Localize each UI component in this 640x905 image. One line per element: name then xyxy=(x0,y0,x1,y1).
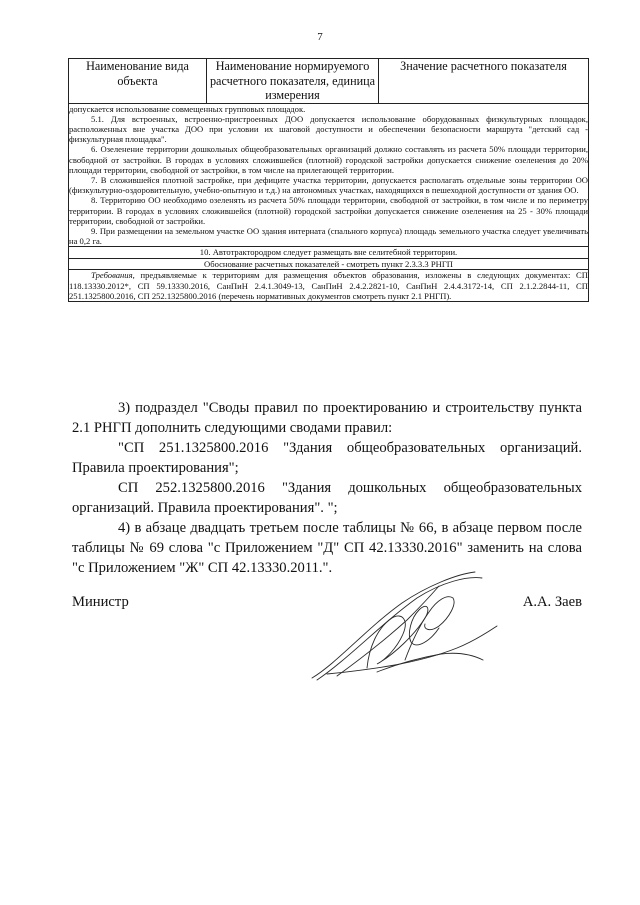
paragraph-7: 7. В сложившейся плотной застройке, при дефиците участка территории, допускается располагать отдельные зоны территории ОО (физкультурно-оздоровительную, учебно-опытную и т.д.) на автономных участках, находящихся в пешеходной доступности от здания ОО. xyxy=(69,174,588,196)
table-body-row xyxy=(69,103,589,247)
signature-block xyxy=(72,594,582,684)
paragraph-8: 8. Территорию ОО необходимо озеленять из расчета 50% площади территории, свободной от застройки, в том числе и по периметру территории. В городах в условиях сложившейся (плотной) городской застройки допускается снижение озеленения на 25 - 30% площади территории, свободной от застройки. xyxy=(69,195,588,226)
table-row-justification xyxy=(69,258,589,270)
header-indicator-name: Наименование нормируемого расчетного показателя, единица измерения xyxy=(207,59,379,104)
requirements-cell xyxy=(69,270,589,302)
requirements-text: , предъявляемые к территориям для размещения объектов образования, изложены в следующих документах: СП 118.13330.2012*, СП 59.13330.2016, СанПиН 2.4.1.3049-13, СанПиН 2.4.2.2821-10, СанПиН 2.4.4.3172-14, СП 2.1.2.2844-11, СП 251.1325800.2016, СП 252.1325800.2016 (перечень нормативных документов смотреть пункт 2.1 РНГП). xyxy=(69,270,588,301)
minister-title: Министр xyxy=(72,594,129,610)
justification-text: Обоснование расчетных показателей - смотреть пункт 2.3.3.3 РНГП xyxy=(69,258,589,270)
paragraph-9: 9. При размещении на земельном участке ОО здания интерната (спального корпуса) площадь земельного участка следует увеличивать на 0,2 га. xyxy=(69,225,588,247)
continued-text: допускается использование совмещенных групповых площадок. xyxy=(69,103,306,114)
minister-name: А.А. Заев xyxy=(522,594,582,610)
handwritten-signature-icon xyxy=(307,568,507,688)
header-indicator-value: Значение расчетного показателя xyxy=(379,59,589,104)
amendment-item-4: 4) в абзаце двадцать третьем после таблицы № 66, в абзаце первом после таблицы № 69 слова "с Приложением "Д" СП 42.13330.2016" заменить на слова "с Приложением "Ж" СП 42.13330.2011.". xyxy=(72,520,582,576)
amendment-item-3: 3) подраздел "Своды правил по проектированию и строительству пункта 2.1 РНГП дополнить следующими сводами правил: xyxy=(72,400,582,436)
norms-table xyxy=(68,58,589,302)
header-object-type: Наименование вида объекта xyxy=(69,59,207,104)
requirements-label: Требования xyxy=(91,270,133,281)
paragraph-6: 6. Озеленение территории дошкольных общеобразовательных организаций должно составлять из расчета 50% площади территории, свободной от застройки. В городах в условиях сложившейся (плотной) городской застройки допускается снижение озеленения до 20% площади территории, свободной от застройки, в том числе на прилегающей территории. xyxy=(69,144,588,175)
table-header-row xyxy=(69,59,589,104)
amendment-sp-251: "СП 251.1325800.2016 "Здания общеобразовательных организаций. Правила проектирования"; xyxy=(72,440,582,476)
amendment-sp-252: СП 252.1325800.2016 "Здания дошкольных общеобразовательных организаций. Правила проектирования". "; xyxy=(72,480,582,516)
page-number: 7 xyxy=(317,31,323,43)
amendment-block xyxy=(72,398,582,578)
paragraph-10: 10. Автотрактородром следует размещать вне селитебной территории. xyxy=(69,247,589,259)
table-body-cell xyxy=(69,103,589,247)
table-row-10 xyxy=(69,247,589,259)
paragraph-5-1: 5.1. Для встроенных, встроенно-пристроенных ДОО допускается использование оборудованных физкультурных площадок, расположенных вне участка ДОО при условии их шаговой доступности и обеспечении безопасности маршрута "детский сад - физкультурная площадка". xyxy=(69,113,588,145)
table-row-requirements xyxy=(69,270,589,302)
